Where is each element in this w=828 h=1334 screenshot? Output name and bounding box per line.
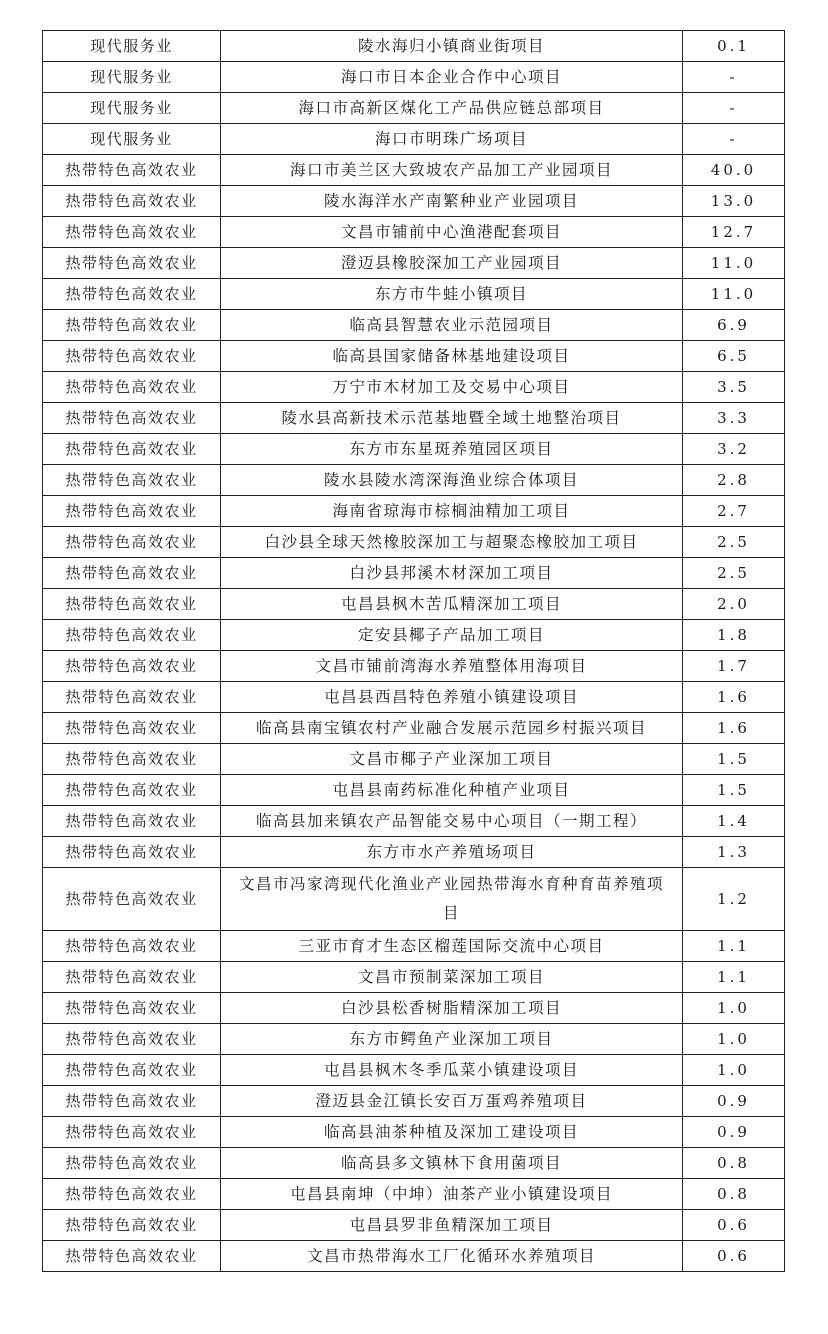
value-cell: 3.3 xyxy=(683,403,785,434)
value-cell: 2.7 xyxy=(683,496,785,527)
value-cell: 0.8 xyxy=(683,1148,785,1179)
project-name-cell: 定安县椰子产品加工项目 xyxy=(221,620,683,651)
value-cell: 1.5 xyxy=(683,744,785,775)
project-name-cell: 东方市东星斑养殖园区项目 xyxy=(221,434,683,465)
project-name-cell: 东方市牛蛙小镇项目 xyxy=(221,279,683,310)
project-name-cell: 海南省琼海市棕榈油精加工项目 xyxy=(221,496,683,527)
project-name-cell: 白沙县邦溪木材深加工项目 xyxy=(221,558,683,589)
project-table xyxy=(42,30,785,1272)
category-cell: 热带特色高效农业 xyxy=(43,931,221,962)
project-name-cell: 屯昌县南坤（中坤）油茶产业小镇建设项目 xyxy=(221,1179,683,1210)
category-cell: 热带特色高效农业 xyxy=(43,1179,221,1210)
value-cell: 0.6 xyxy=(683,1210,785,1241)
project-name-cell: 临高县加来镇农产品智能交易中心项目（一期工程） xyxy=(221,806,683,837)
project-name-cell: 临高县油茶种植及深加工建设项目 xyxy=(221,1117,683,1148)
value-cell: 1.0 xyxy=(683,1055,785,1086)
table-row xyxy=(43,558,785,589)
table-row xyxy=(43,806,785,837)
category-cell: 热带特色高效农业 xyxy=(43,775,221,806)
table-row xyxy=(43,372,785,403)
project-name-cell: 临高县国家储备林基地建设项目 xyxy=(221,341,683,372)
category-cell: 热带特色高效农业 xyxy=(43,868,221,931)
category-cell: 热带特色高效农业 xyxy=(43,837,221,868)
table-row xyxy=(43,1148,785,1179)
value-cell: 1.8 xyxy=(683,620,785,651)
table-row xyxy=(43,713,785,744)
table-row xyxy=(43,1024,785,1055)
table-row xyxy=(43,1241,785,1272)
project-name-cell: 海口市美兰区大致坡农产品加工产业园项目 xyxy=(221,155,683,186)
value-cell: 1.4 xyxy=(683,806,785,837)
table-row xyxy=(43,993,785,1024)
value-cell: 13.0 xyxy=(683,186,785,217)
table-row xyxy=(43,93,785,124)
table-row xyxy=(43,341,785,372)
project-name-cell: 陵水县陵水湾深海渔业综合体项目 xyxy=(221,465,683,496)
table-row xyxy=(43,1210,785,1241)
project-name-cell: 文昌市铺前湾海水养殖整体用海项目 xyxy=(221,651,683,682)
project-name-cell: 陵水县高新技术示范基地暨全域土地整治项目 xyxy=(221,403,683,434)
category-cell: 热带特色高效农业 xyxy=(43,682,221,713)
category-cell: 热带特色高效农业 xyxy=(43,341,221,372)
value-cell: 0.9 xyxy=(683,1117,785,1148)
table-row xyxy=(43,496,785,527)
project-name-cell: 白沙县松香树脂精深加工项目 xyxy=(221,993,683,1024)
category-cell: 热带特色高效农业 xyxy=(43,558,221,589)
category-cell: 热带特色高效农业 xyxy=(43,496,221,527)
value-cell: 2.5 xyxy=(683,558,785,589)
category-cell: 热带特色高效农业 xyxy=(43,620,221,651)
category-cell: 热带特色高效农业 xyxy=(43,589,221,620)
value-cell: 0.8 xyxy=(683,1179,785,1210)
table-row xyxy=(43,651,785,682)
table-row xyxy=(43,124,785,155)
category-cell: 热带特色高效农业 xyxy=(43,248,221,279)
project-name-cell: 文昌市热带海水工厂化循环水养殖项目 xyxy=(221,1241,683,1272)
table-row xyxy=(43,1055,785,1086)
table-row xyxy=(43,279,785,310)
value-cell: - xyxy=(683,62,785,93)
table-row xyxy=(43,1117,785,1148)
category-cell: 热带特色高效农业 xyxy=(43,651,221,682)
category-cell: 热带特色高效农业 xyxy=(43,527,221,558)
category-cell: 热带特色高效农业 xyxy=(43,434,221,465)
project-name-cell: 屯昌县罗非鱼精深加工项目 xyxy=(221,1210,683,1241)
project-name-cell: 屯昌县枫木冬季瓜菜小镇建设项目 xyxy=(221,1055,683,1086)
table-row xyxy=(43,403,785,434)
value-cell: 11.0 xyxy=(683,279,785,310)
table-row xyxy=(43,248,785,279)
value-cell: 1.0 xyxy=(683,993,785,1024)
table-row xyxy=(43,837,785,868)
value-cell: 6.9 xyxy=(683,310,785,341)
table-row xyxy=(43,62,785,93)
category-cell: 热带特色高效农业 xyxy=(43,310,221,341)
project-name-cell: 海口市高新区煤化工产品供应链总部项目 xyxy=(221,93,683,124)
category-cell: 热带特色高效农业 xyxy=(43,1210,221,1241)
table-row xyxy=(43,682,785,713)
category-cell: 热带特色高效农业 xyxy=(43,403,221,434)
category-cell: 现代服务业 xyxy=(43,31,221,62)
category-cell: 热带特色高效农业 xyxy=(43,1086,221,1117)
category-cell: 现代服务业 xyxy=(43,124,221,155)
category-cell: 热带特色高效农业 xyxy=(43,993,221,1024)
category-cell: 现代服务业 xyxy=(43,62,221,93)
value-cell: 1.3 xyxy=(683,837,785,868)
value-cell: 6.5 xyxy=(683,341,785,372)
value-cell: 1.6 xyxy=(683,682,785,713)
category-cell: 热带特色高效农业 xyxy=(43,1024,221,1055)
value-cell: 3.2 xyxy=(683,434,785,465)
project-name-cell: 屯昌县南药标准化种植产业项目 xyxy=(221,775,683,806)
value-cell: - xyxy=(683,93,785,124)
value-cell: 1.2 xyxy=(683,868,785,931)
value-cell: 11.0 xyxy=(683,248,785,279)
table-row xyxy=(43,1086,785,1117)
table-row xyxy=(43,465,785,496)
category-cell: 热带特色高效农业 xyxy=(43,1055,221,1086)
table-row xyxy=(43,589,785,620)
value-cell: 0.9 xyxy=(683,1086,785,1117)
table-row xyxy=(43,310,785,341)
project-name-cell: 屯昌县西昌特色养殖小镇建设项目 xyxy=(221,682,683,713)
value-cell: 2.8 xyxy=(683,465,785,496)
project-name-cell: 陵水海洋水产南繁种业产业园项目 xyxy=(221,186,683,217)
category-cell: 热带特色高效农业 xyxy=(43,279,221,310)
table-row xyxy=(43,155,785,186)
table-row xyxy=(43,1179,785,1210)
project-table-container xyxy=(42,30,784,1272)
project-name-cell: 临高县多文镇林下食用菌项目 xyxy=(221,1148,683,1179)
project-name-cell: 白沙县全球天然橡胶深加工与超聚态橡胶加工项目 xyxy=(221,527,683,558)
project-name-cell: 澄迈县橡胶深加工产业园项目 xyxy=(221,248,683,279)
category-cell: 现代服务业 xyxy=(43,93,221,124)
category-cell: 热带特色高效农业 xyxy=(43,372,221,403)
project-name-cell: 海口市明珠广场项目 xyxy=(221,124,683,155)
project-name-cell: 三亚市育才生态区榴莲国际交流中心项目 xyxy=(221,931,683,962)
table-row xyxy=(43,868,785,931)
project-name-cell: 澄迈县金江镇长安百万蛋鸡养殖项目 xyxy=(221,1086,683,1117)
project-name-cell: 屯昌县枫木苦瓜精深加工项目 xyxy=(221,589,683,620)
project-name-cell: 文昌市预制菜深加工项目 xyxy=(221,962,683,993)
category-cell: 热带特色高效农业 xyxy=(43,465,221,496)
table-row xyxy=(43,217,785,248)
category-cell: 热带特色高效农业 xyxy=(43,806,221,837)
project-name-cell: 东方市水产养殖场项目 xyxy=(221,837,683,868)
value-cell: 1.0 xyxy=(683,1024,785,1055)
value-cell: 40.0 xyxy=(683,155,785,186)
table-row xyxy=(43,527,785,558)
value-cell: 0.6 xyxy=(683,1241,785,1272)
value-cell: 1.1 xyxy=(683,962,785,993)
project-table-body xyxy=(43,31,785,1272)
project-name-cell: 文昌市冯家湾现代化渔业产业园热带海水育种育苗养殖项目 xyxy=(221,868,683,931)
table-row xyxy=(43,962,785,993)
category-cell: 热带特色高效农业 xyxy=(43,713,221,744)
value-cell: 12.7 xyxy=(683,217,785,248)
table-row xyxy=(43,186,785,217)
category-cell: 热带特色高效农业 xyxy=(43,217,221,248)
project-name-cell: 万宁市木材加工及交易中心项目 xyxy=(221,372,683,403)
category-cell: 热带特色高效农业 xyxy=(43,186,221,217)
table-row xyxy=(43,620,785,651)
table-row xyxy=(43,744,785,775)
category-cell: 热带特色高效农业 xyxy=(43,1148,221,1179)
table-row xyxy=(43,775,785,806)
category-cell: 热带特色高效农业 xyxy=(43,1117,221,1148)
project-name-cell: 陵水海归小镇商业街项目 xyxy=(221,31,683,62)
value-cell: 2.0 xyxy=(683,589,785,620)
table-row xyxy=(43,31,785,62)
value-cell: 1.5 xyxy=(683,775,785,806)
table-row xyxy=(43,434,785,465)
value-cell: 2.5 xyxy=(683,527,785,558)
value-cell: 1.7 xyxy=(683,651,785,682)
value-cell: 0.1 xyxy=(683,31,785,62)
value-cell: 3.5 xyxy=(683,372,785,403)
category-cell: 热带特色高效农业 xyxy=(43,155,221,186)
project-name-cell: 临高县智慧农业示范园项目 xyxy=(221,310,683,341)
category-cell: 热带特色高效农业 xyxy=(43,1241,221,1272)
table-row xyxy=(43,931,785,962)
category-cell: 热带特色高效农业 xyxy=(43,744,221,775)
category-cell: 热带特色高效农业 xyxy=(43,962,221,993)
value-cell: 1.1 xyxy=(683,931,785,962)
value-cell: - xyxy=(683,124,785,155)
project-name-cell: 文昌市椰子产业深加工项目 xyxy=(221,744,683,775)
project-name-cell: 临高县南宝镇农村产业融合发展示范园乡村振兴项目 xyxy=(221,713,683,744)
project-name-cell: 东方市鳄鱼产业深加工项目 xyxy=(221,1024,683,1055)
project-name-cell: 文昌市铺前中心渔港配套项目 xyxy=(221,217,683,248)
project-name-cell: 海口市日本企业合作中心项目 xyxy=(221,62,683,93)
value-cell: 1.6 xyxy=(683,713,785,744)
